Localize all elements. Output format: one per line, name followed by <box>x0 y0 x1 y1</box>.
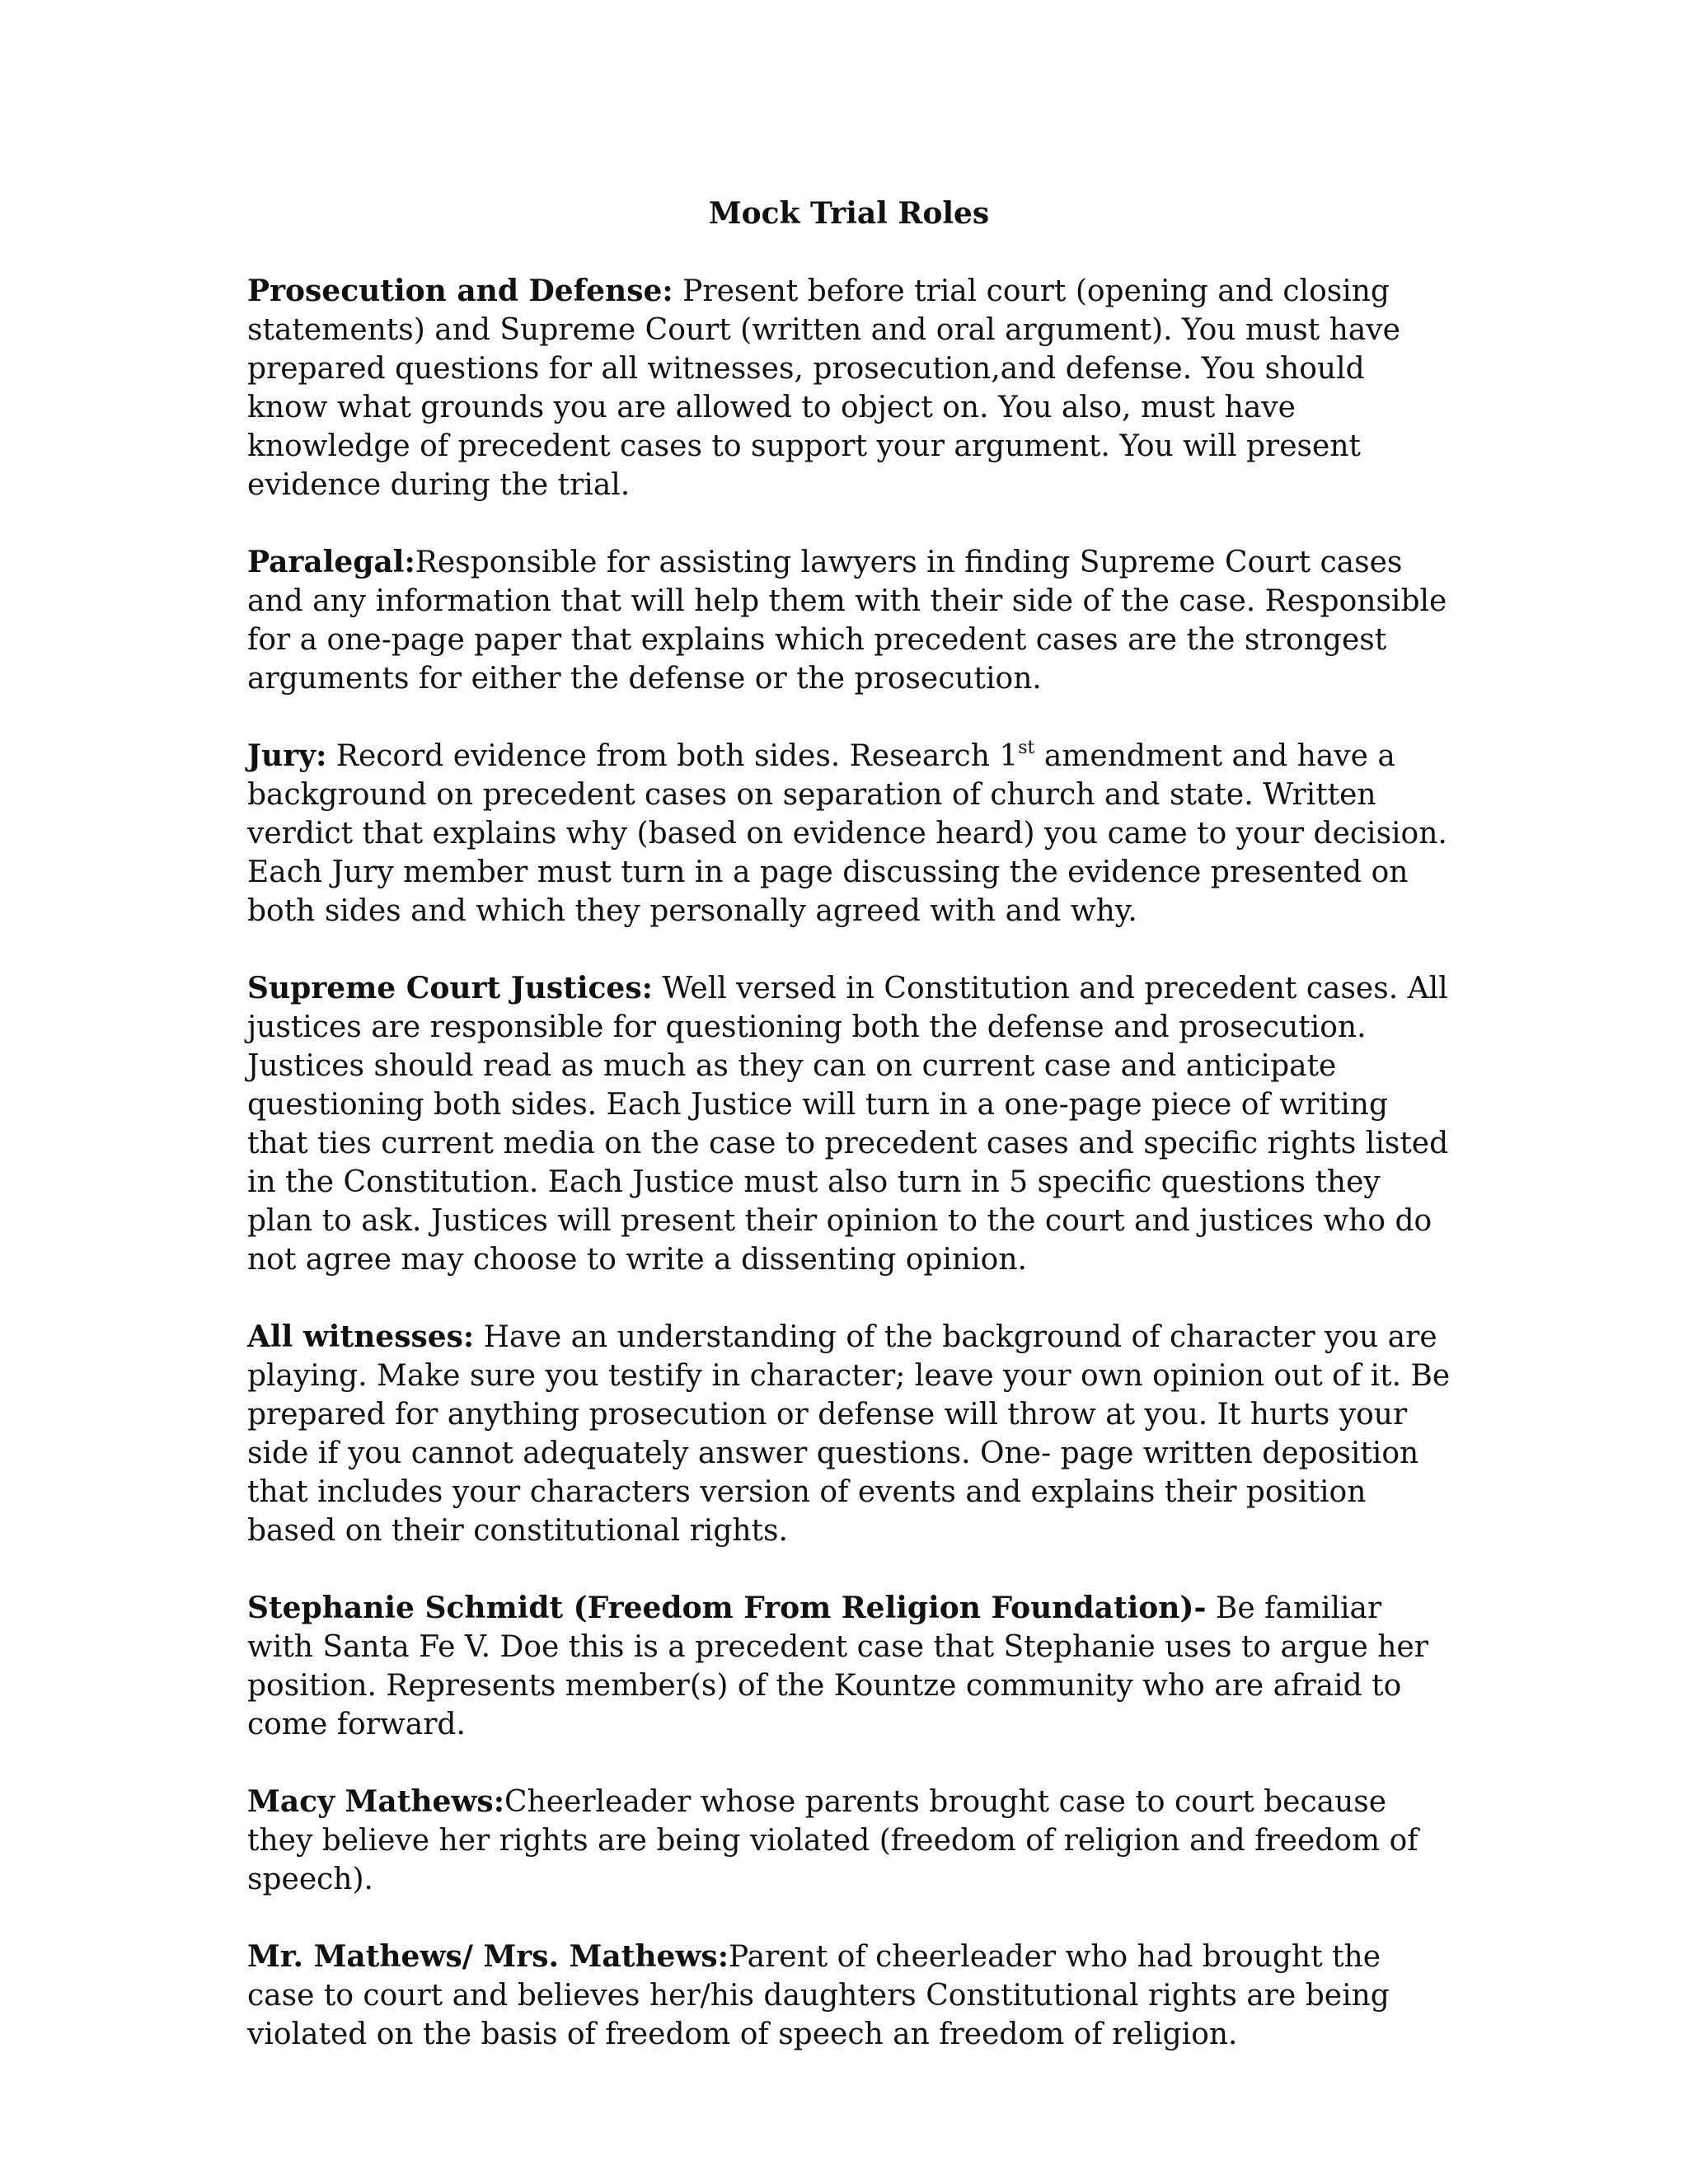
role-text-prosecution-defense: Present before trial court (opening and closing statements) and Supreme Court (written and oral argument). You must have prepared questions for all witnesses, prosecution,and defense. You should know what grounds you are allowed to object on. You also, must have knowledge of precedent cases to support your argument. You will present evidence during the trial. <box>247 274 1400 502</box>
role-text-macy: Cheerleader whose parents brought case to court because they believe her rights are being violated (freedom of religion and freedom of speech). <box>247 1785 1418 1896</box>
paragraph-parents <box>247 1938 1451 2054</box>
paragraph-witnesses <box>247 1318 1451 1550</box>
paragraph-paralegal <box>247 543 1451 698</box>
role-label-macy: Macy Mathews: <box>247 1784 504 1819</box>
paragraph-stephanie <box>247 1589 1451 1744</box>
document-title: Mock Trial Roles <box>708 196 990 231</box>
role-label-paralegal: Paralegal: <box>247 545 415 579</box>
role-text-parents: Parent of cheerleader who had brought the case to court and believes her/his daughters Constitutional rights are being violated on the basis of freedom of speech an freedom of religion. <box>247 1940 1390 2051</box>
role-label-justices: Supreme Court Justices: <box>247 971 653 1005</box>
role-text-jury-part2: amendment and have a background on precedent cases on separation of church and state. Written verdict that explains why (based on evidence heard) you came to your decision. Each Jury member must turn in a page discussing the evidence presented on both sides and which they personally agreed with and why. <box>247 739 1447 928</box>
role-label-witnesses: All witnesses: <box>247 1319 475 1354</box>
paragraph-macy <box>247 1783 1451 1899</box>
role-text-stephanie: Be familiar with Santa Fe V. Doe this is a precedent case that Stephanie uses to argue her position. Represents member(s) of the Kountze community who are afraid to come forward. <box>247 1591 1428 1741</box>
paragraph-prosecution-defense <box>247 272 1451 504</box>
role-label-prosecution-defense: Prosecution and Defense: <box>247 274 673 308</box>
role-text-paralegal: Responsible for assisting lawyers in finding Supreme Court cases and any information that will help them with their side of the case. Responsible for a one-page paper that explains which precedent cases are the strongest arguments for either the defense or the prosecution. <box>247 546 1447 696</box>
ordinal-superscript: st <box>1018 738 1035 758</box>
role-label-jury: Jury: <box>247 738 327 773</box>
role-text-justices: Well versed in Constitution and precedent cases. All justices are responsible for questioning both the defense and prosecution. Justices should read as much as they can on current case and anticipate questioning both sides. Each Justice will turn in a one-page piece of writing that ties current media on the case to precedent cases and specific rights listed in the Constitution. Each Justice must also turn in 5 specific questions they plan to ask. Justices will present their opinion to the court and justices who do not agree may choose to write a dissenting opinion. <box>247 972 1449 1277</box>
role-text-witnesses: Have an understanding of the background of character you are playing. Make sure you testify in character; leave your own opinion out of it. Be prepared for anything prosecution or defense will throw at you. It hurts your side if you cannot adequately answer questions. One- page written deposition that includes your characters version of events and explains their position based on their constitutional rights. <box>247 1320 1451 1548</box>
paragraph-jury <box>247 737 1451 930</box>
document-body <box>247 194 1451 2093</box>
paragraph-justices <box>247 969 1451 1279</box>
role-label-parents: Mr. Mathews/ Mrs. Mathews: <box>247 1939 729 1974</box>
role-text-jury-part1: Record evidence from both sides. Research 1 <box>326 739 1019 773</box>
role-label-stephanie: Stephanie Schmidt (Freedom From Religion Foundation)- <box>247 1591 1207 1625</box>
